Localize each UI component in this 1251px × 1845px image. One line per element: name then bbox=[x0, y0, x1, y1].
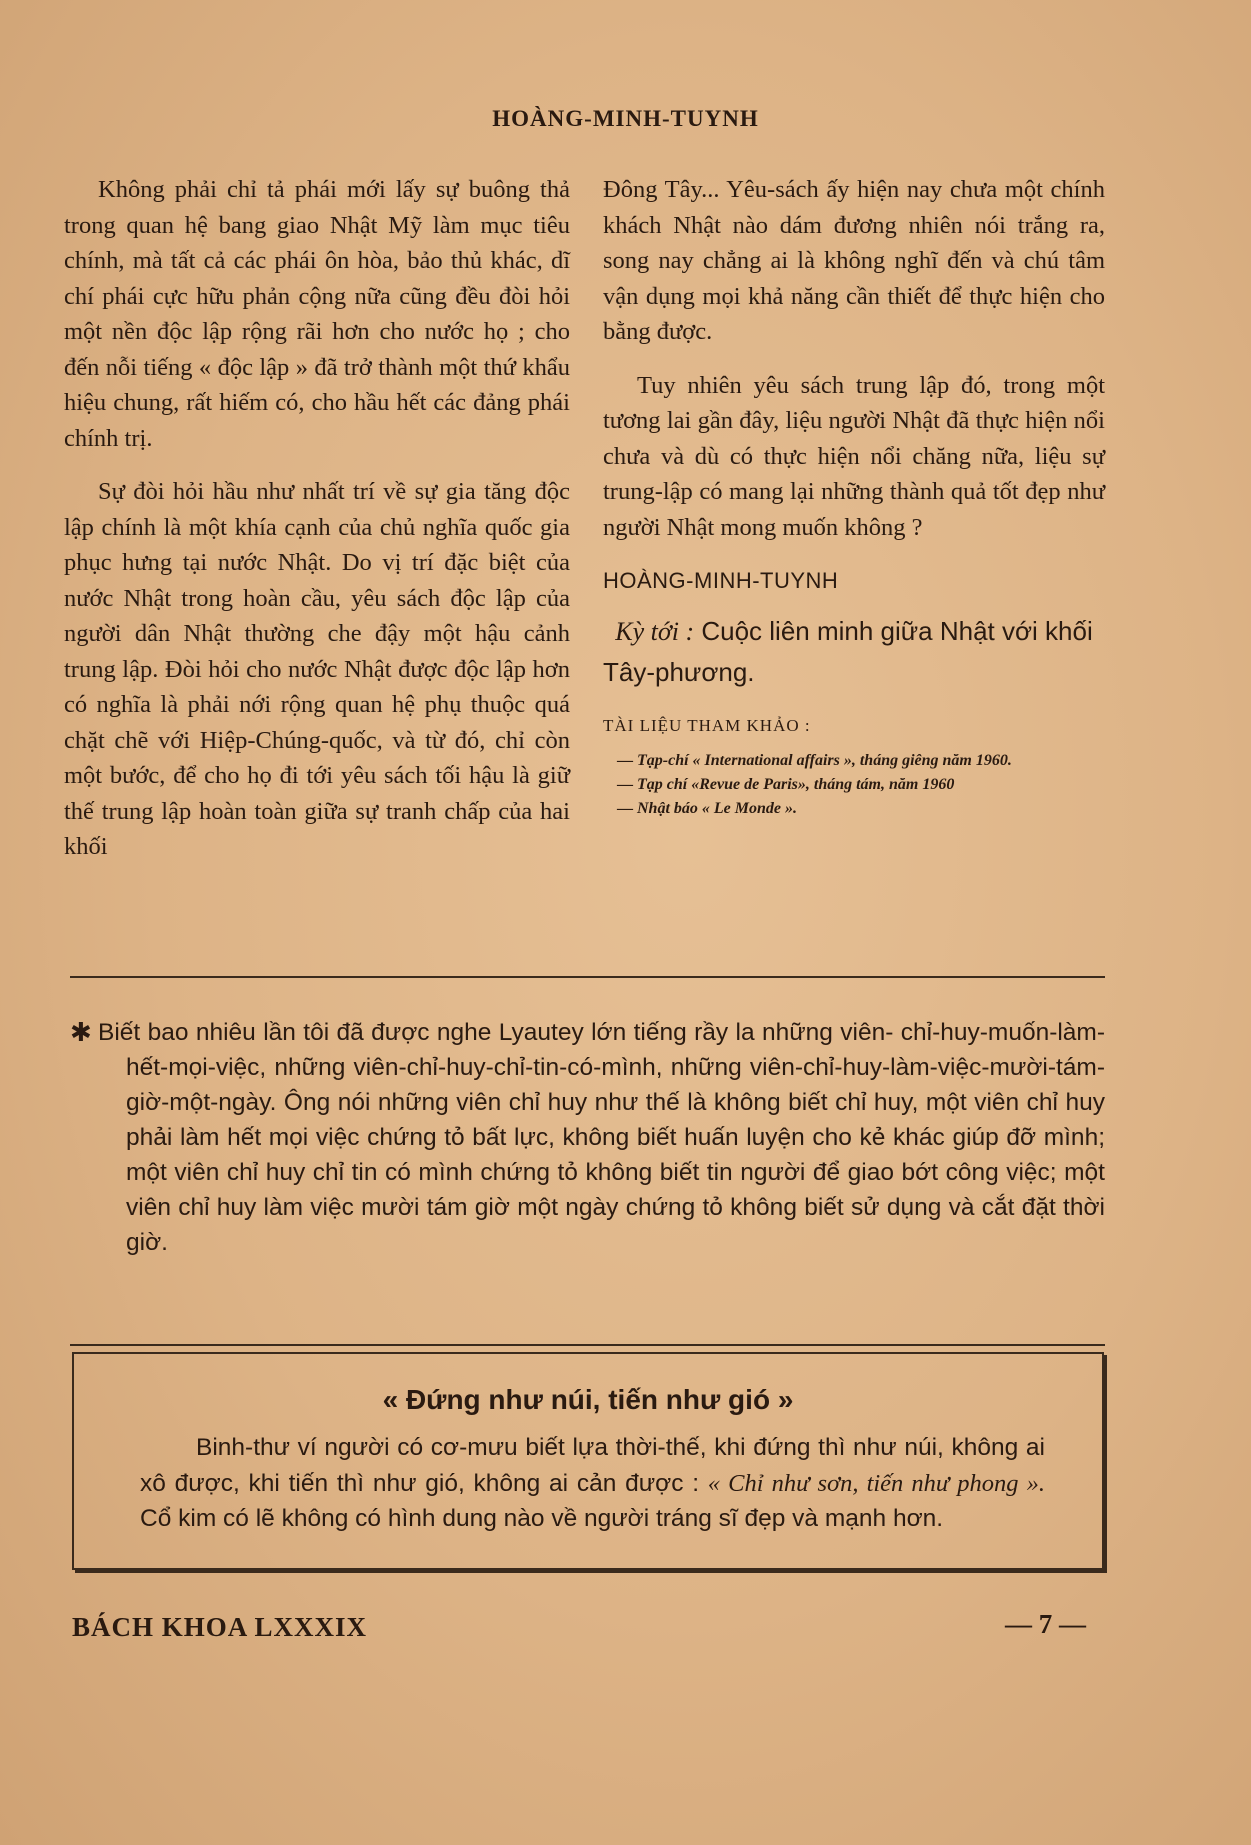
reference-item: — Tạp chí «Revue de Paris», tháng tám, năm 1960 bbox=[617, 773, 1105, 797]
page-number: — 7 — bbox=[1005, 1609, 1086, 1639]
references-list bbox=[603, 749, 1105, 821]
proverb-body bbox=[140, 1430, 1045, 1537]
paragraph: Tuy nhiên yêu sách trung lập đó, trong một tương lai gần đây, liệu người Nhật đã thực hiện nổi chưa và dù có thực hiện nổi chăng nữa, liệu sự trung-lập có mang lại những thành quả tốt đẹp như người Nhật mong muốn không ? bbox=[603, 371, 1105, 541]
next-issue-title: Cuộc liên minh giữa Nhật với khối Tây-phương. bbox=[603, 615, 1093, 687]
note-first-line: Biết bao nhiêu lần tôi đã được nghe Lyautey lớn tiếng rầy la những viên- bbox=[98, 1019, 894, 1046]
paragraph: Không phải chỉ tả phái mới lấy sự buông thả trong quan hệ bang giao Nhật Mỹ làm mục tiêu chính, mà tất cả các phái ôn hòa, bảo thủ khác, dĩ chí phái cực hữu phản cộng nữa cũng đều đòi hỏi một nền độc lập rộng rãi hơn cho nước họ ; cho đến nỗi tiếng « độc lập » đã trở thành một thứ khẩu hiệu chung, rất hiếm có, cho hầu hết các đảng phái chính trị. bbox=[64, 176, 570, 452]
running-title: HOÀNG-MINH-TUYNH bbox=[492, 106, 759, 131]
note-text bbox=[98, 1015, 1105, 1260]
next-issue-label: Kỳ tới : bbox=[615, 616, 695, 646]
proverb-text-end: Cổ kim có lẽ không có hình dung nào về người tráng sĩ đẹp và mạnh hơn. bbox=[140, 1505, 944, 1532]
reference-item: — Tạp-chí « International affairs », tháng giêng năm 1960. bbox=[617, 749, 1105, 773]
proverb-title: « Đứng như núi, tiến như gió » bbox=[382, 1384, 794, 1415]
next-issue-notice bbox=[603, 611, 1105, 692]
proverb-text: Binh-thư ví người có cơ-mưu biết lựa thời-thế, khi đứng thì như núi, không ai xô được, khi tiến thì như gió, không ai cản được : bbox=[140, 1434, 1045, 1497]
proverb-box bbox=[72, 1352, 1104, 1570]
left-column bbox=[64, 172, 570, 865]
section-divider bbox=[70, 1344, 1105, 1346]
section-divider bbox=[70, 976, 1105, 978]
note-body: chỉ-huy-muốn-làm-hết-mọi-việc, những viên-chỉ-huy-chỉ-tin-có-mình, những viên-chỉ-huy-làm-việc-mười-tám-giờ-một-ngày. Ông nói những viên chỉ huy như thế là không biết chỉ huy, một viên chỉ huy phải làm hết mọi việc chứng tỏ bất lực, không biết huấn luyện cho kẻ khác giúp đỡ mình; một viên chỉ huy chỉ tin có mình chứng tỏ không biết tin người để giao bớt công việc; một viên chỉ huy làm việc mười tám giờ một ngày chứng tỏ không biết sử dụng và cắt đặt thời giờ. bbox=[126, 1019, 1105, 1256]
references-heading: TÀI LIỆU THAM KHẢO : bbox=[603, 715, 811, 735]
lyautey-note bbox=[70, 1015, 1105, 1260]
right-column bbox=[603, 172, 1105, 821]
paragraph: Đông Tây... Yêu-sách ấy hiện nay chưa một chính khách Nhật nào dám đương nhiên nói trắng ra, song nay chẳng ai là không nghĩ đến và chú tâm vận dụng mọi khả năng cần thiết để thực hiện cho bằng được. bbox=[603, 176, 1105, 345]
publication-name: BÁCH KHOA LXXXIX bbox=[72, 1612, 368, 1642]
author-signature: HOÀNG-MINH-TUYNH bbox=[603, 568, 839, 593]
proverb-quote: « Chỉ như sơn, tiến như phong ». bbox=[707, 1469, 1046, 1497]
paragraph: Sự đòi hỏi hầu như nhất trí về sự gia tăng độc lập chính là một khía cạnh của chủ nghĩa quốc gia phục hưng tại nước Nhật. Do vị trí đặc biệt của nước Nhật trong hoàn cầu, yêu sách độc lập của người dân Nhật thường che đậy một hậu cảnh trung lập. Đòi hỏi cho nước Nhật được độc lập hơn có nghĩa là phải nới rộng quan hệ phụ thuộc quá chặt chẽ với Hiệp-Chúng-quốc, và từ đó, chỉ còn một bước, để cho họ đi tới yêu sách tối hậu là giữ thế trung lập hoàn toàn giữa sự tranh chấp của hai khối bbox=[64, 478, 570, 860]
reference-item: — Nhật báo « Le Monde ». bbox=[617, 797, 1105, 821]
asterisk-icon: ✱ bbox=[70, 1017, 92, 1047]
